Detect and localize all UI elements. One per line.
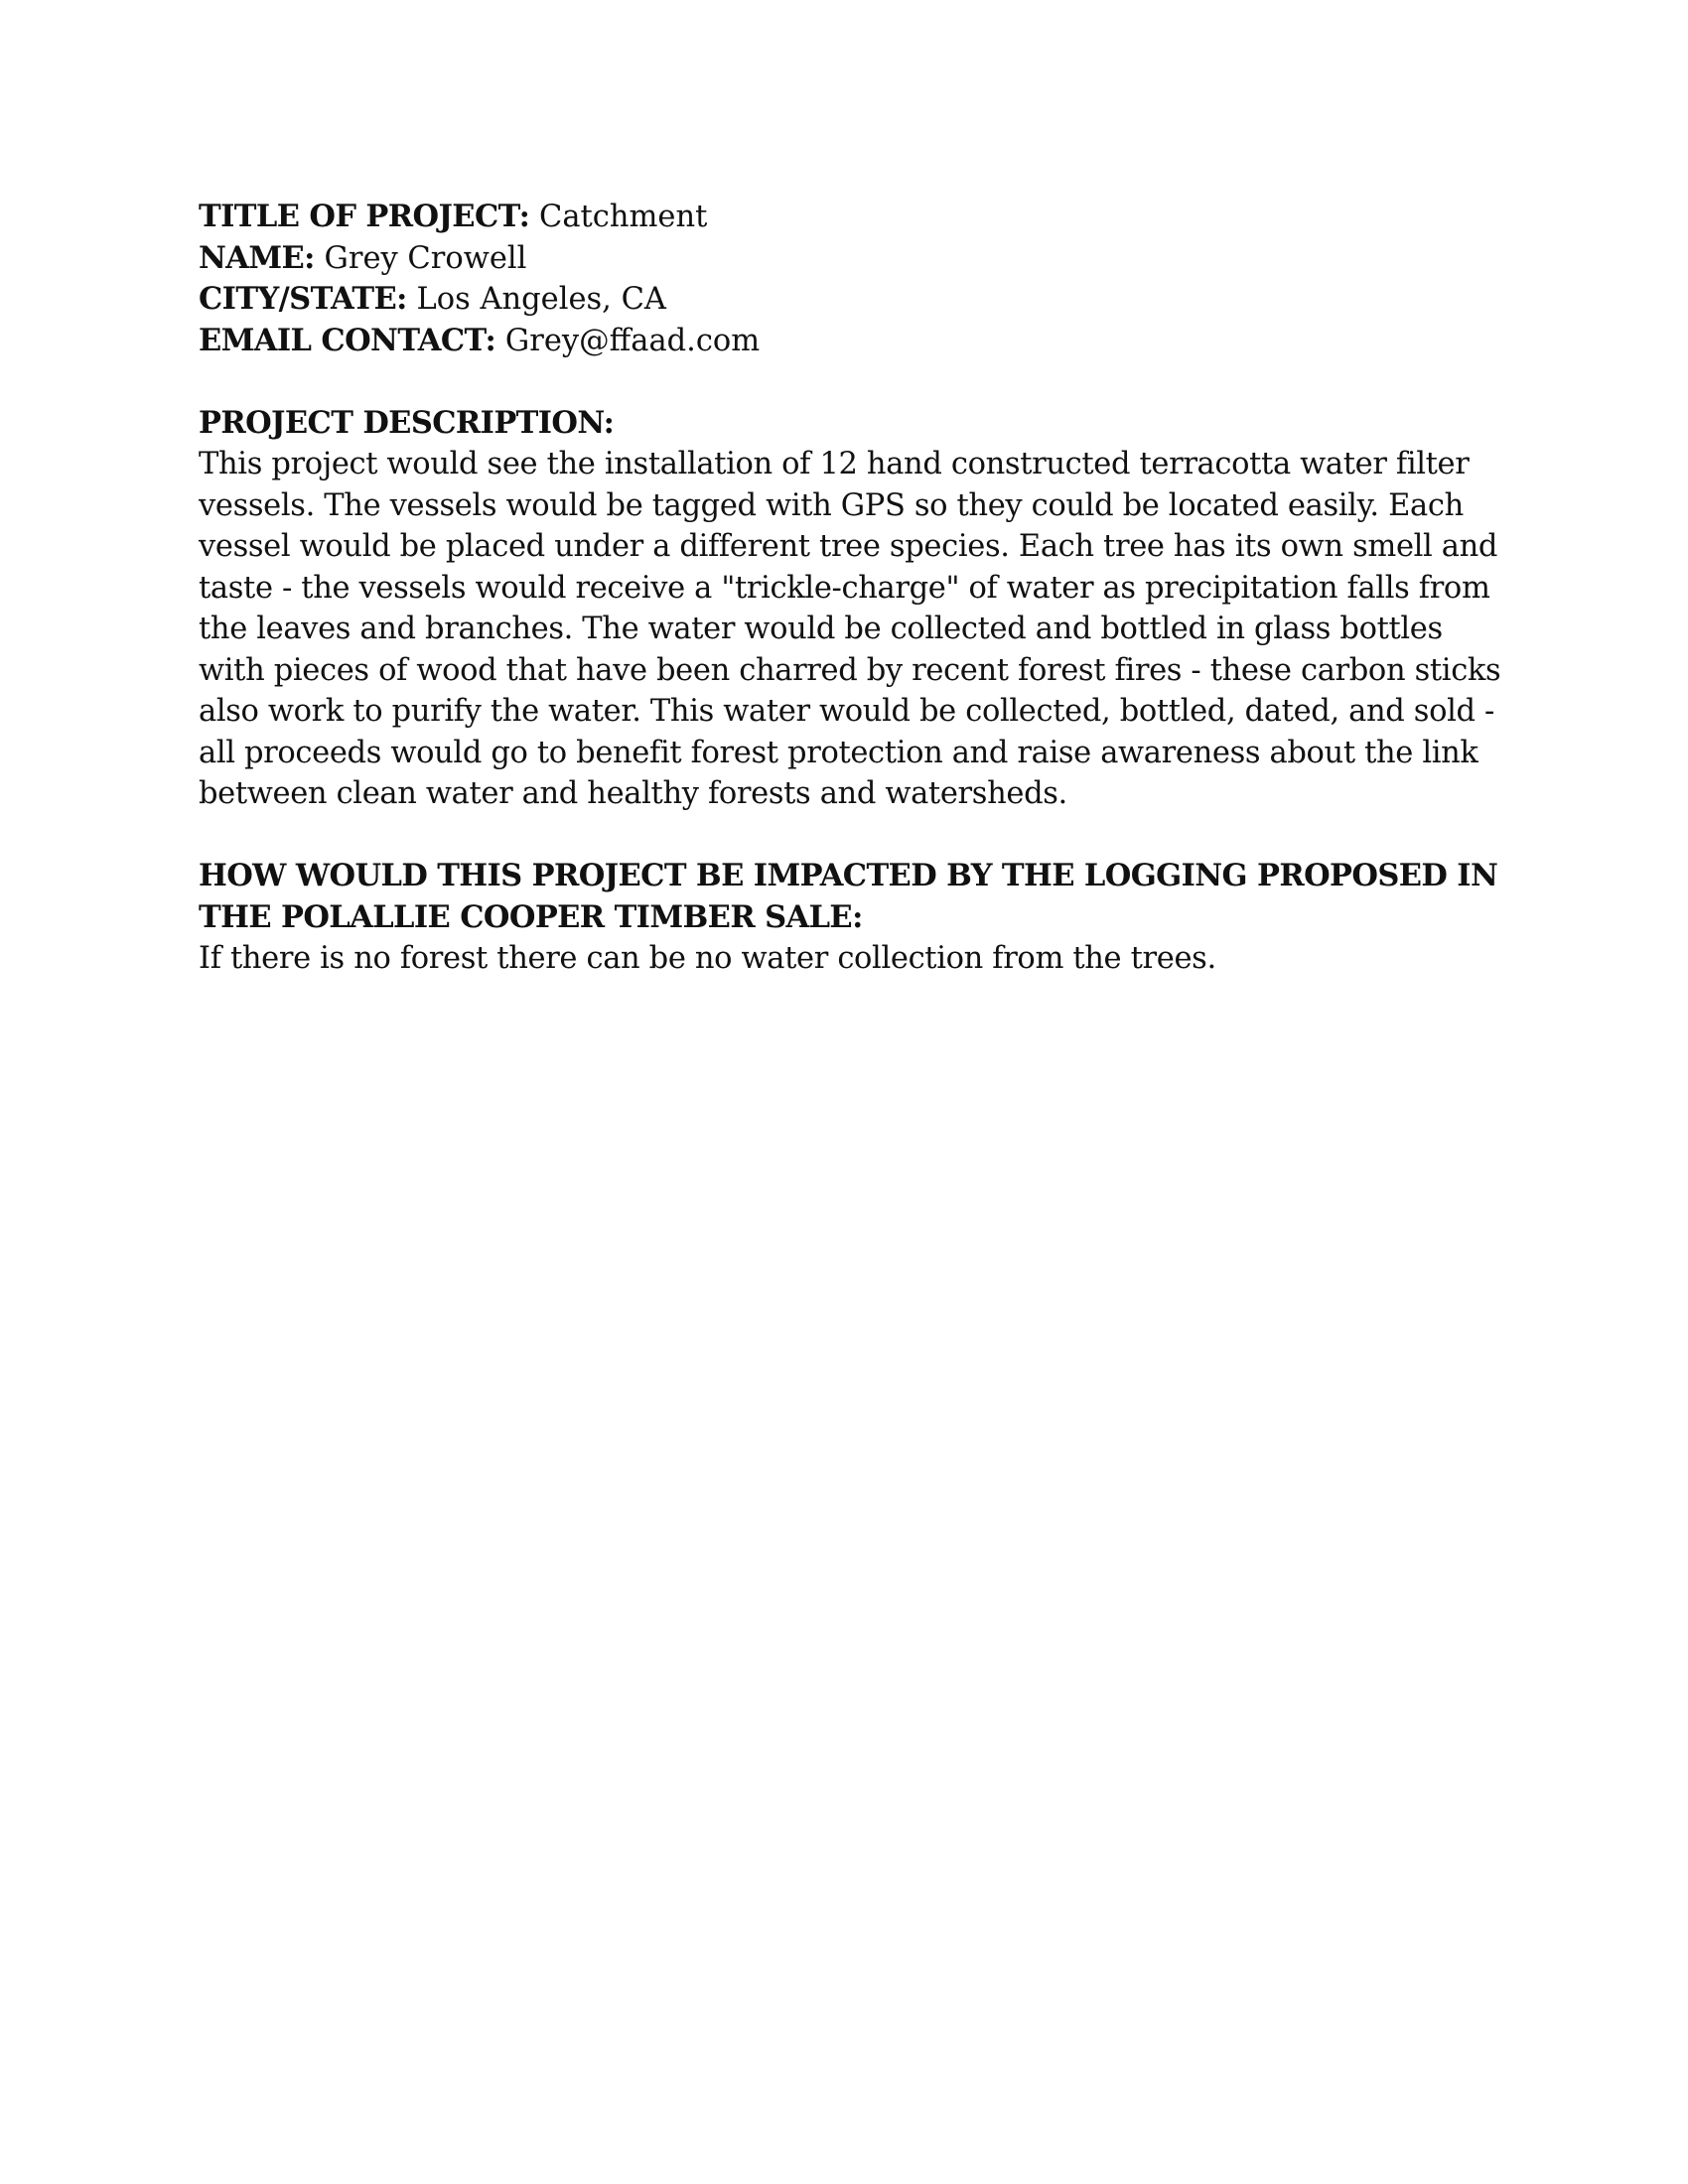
paragraph-line: taste - the vessels would receive a "trickle-charge" of water as precipitation falls from (199, 570, 1490, 606)
city-state-field (199, 279, 1489, 321)
paragraph-line: If there is no forest there can be no water collection from the trees. (199, 941, 1216, 976)
title-of-project-field (199, 197, 1489, 238)
email-contact-field (199, 321, 1489, 362)
field-value: Catchment (539, 200, 708, 234)
paragraph-line: the leaves and branches. The water would be collected and bottled in glass bottles (199, 612, 1443, 646)
paragraph-line: between clean water and healthy forests and watersheds. (199, 776, 1067, 811)
field-value: Grey@ffaad.com (504, 323, 761, 358)
field-label: EMAIL CONTACT: (199, 322, 496, 358)
paragraph-line: all proceeds would go to benefit forest protection and raise awareness about the link (199, 735, 1478, 770)
paragraph-line: with pieces of wood that have been charred by recent forest fires - these carbon sticks (199, 652, 1501, 688)
field-label: TITLE OF PROJECT: (199, 199, 530, 234)
impact-section (199, 856, 1498, 980)
name-field (199, 238, 1489, 280)
impact-answer (199, 938, 1489, 980)
section-heading: THE POLALLIE COOPER TIMBER SALE: (199, 898, 863, 935)
field-value: Grey Crowell (324, 240, 527, 276)
section-heading: HOW WOULD THIS PROJECT BE IMPACTED BY THE LOGGING PROPOSED IN (199, 858, 1498, 893)
section-heading: PROJECT DESCRIPTION: (199, 404, 615, 441)
description-paragraph (199, 444, 1501, 815)
paragraph-line: also work to purify the water. This water would be collected, bottled, dated, and sold - (199, 694, 1494, 729)
field-value: Los Angeles, CA (416, 282, 666, 317)
project-info-block (199, 197, 1489, 361)
project-description-section (199, 403, 1501, 815)
field-label: CITY/STATE: (199, 281, 407, 317)
document-page (199, 197, 1501, 980)
paragraph-line: vessel would be placed under a different tree species. Each tree has its own smell and (199, 529, 1498, 564)
paragraph-line: This project would see the installation of 12 hand constructed terracotta water filter (199, 447, 1470, 481)
field-label: NAME: (199, 239, 315, 276)
paragraph-line: vessels. The vessels would be tagged with GPS so they could be located easily. Each (199, 487, 1464, 523)
